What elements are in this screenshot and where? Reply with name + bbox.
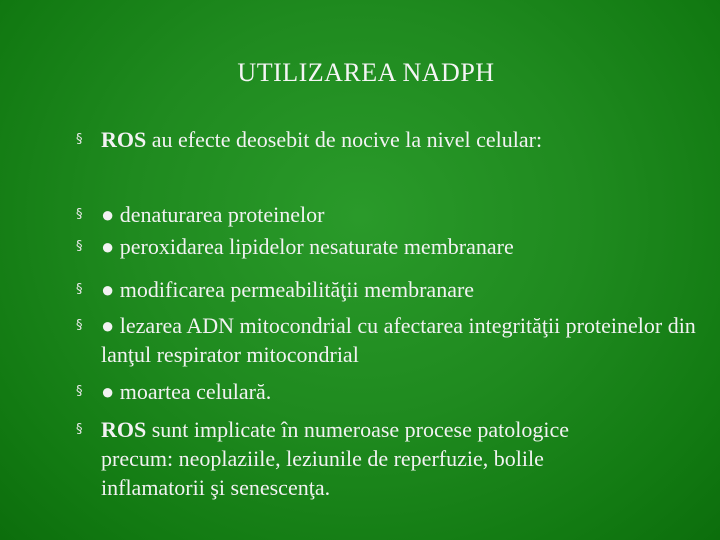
bullet-text: ● denaturarea proteinelor bbox=[101, 202, 325, 227]
square-bullet-icon: § bbox=[76, 132, 83, 147]
square-bullet-icon: § bbox=[76, 282, 83, 297]
bullet-text: ROS au efecte deosebit de nocive la nivel celular: bbox=[101, 127, 543, 152]
bullet-text: ● modificarea permeabilităţii membranare bbox=[101, 277, 475, 302]
bullet-item-ros-effects bbox=[76, 125, 696, 154]
bullet-item-permeability bbox=[76, 275, 696, 304]
bullet-text: ● peroxidarea lipidelor nesaturate membranare bbox=[101, 234, 514, 259]
square-bullet-icon: § bbox=[76, 422, 83, 437]
bullet-text: ● lezarea ADN mitocondrial cu afectarea integrităţii proteinelor din lanţul respirator mitocondrial bbox=[101, 313, 696, 367]
slide-title: UTILIZAREA NADPH bbox=[237, 58, 495, 87]
bullet-item-dna-lesion bbox=[76, 311, 696, 369]
square-bullet-icon: § bbox=[76, 239, 83, 254]
bullet-item-peroxidation bbox=[76, 232, 696, 261]
bullet-item-denaturation bbox=[76, 200, 696, 229]
bullet-item-cell-death bbox=[76, 377, 696, 406]
bullet-bold-term: ROS bbox=[101, 127, 147, 152]
square-bullet-icon: § bbox=[76, 318, 83, 333]
square-bullet-icon: § bbox=[76, 384, 83, 399]
square-bullet-icon: § bbox=[76, 207, 83, 222]
bullet-bold-term: ROS bbox=[101, 417, 147, 442]
bullet-item-ros-pathology bbox=[76, 415, 596, 502]
bullet-text: ● moartea celulară. bbox=[101, 379, 272, 404]
bullet-text: ROS sunt implicate în numeroase procese patologice precum: neoplaziile, leziunile de reperfuzie, bolile inflamatorii şi senescenţa. bbox=[101, 417, 569, 500]
